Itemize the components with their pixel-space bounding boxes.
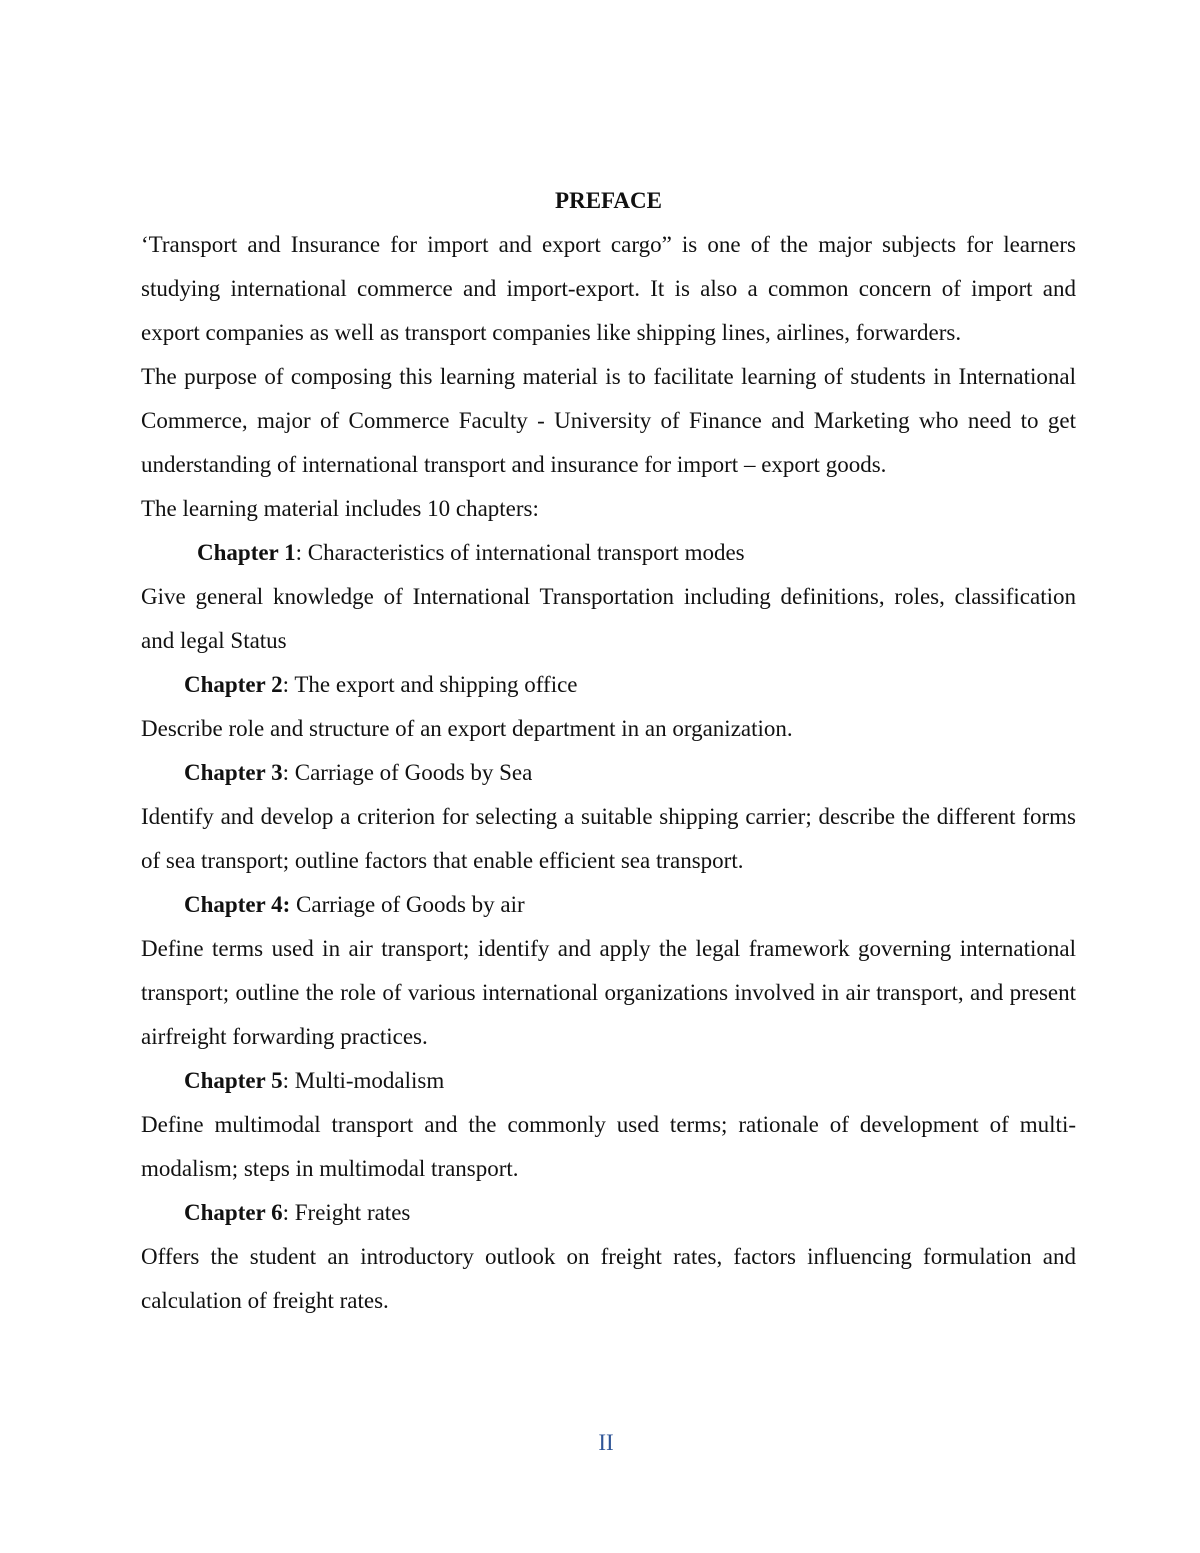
- chapter-label: Chapter 4:: [184, 892, 291, 917]
- chapter-heading-6: [141, 1191, 1076, 1235]
- chapter-label: Chapter 2: [184, 672, 283, 697]
- page-title: PREFACE: [555, 188, 662, 213]
- chapter-heading-3: [141, 751, 1076, 795]
- chapter-description-5: Define multimodal transport and the commonly used terms; rationale of development of multi-modalism; steps in multimodal transport.: [141, 1112, 1076, 1181]
- chapter-heading-4: [141, 883, 1076, 927]
- chapter-separator: :: [282, 1200, 295, 1225]
- chapter-separator: :: [282, 760, 295, 785]
- chapter-description-2: Describe role and structure of an export department in an organization.: [141, 716, 793, 741]
- chapter-label: Chapter 6: [184, 1200, 283, 1225]
- chapter-description-1: Give general knowledge of International Transportation including definitions, roles, classification and legal Status: [141, 584, 1076, 653]
- chapter-heading-1: [141, 531, 1076, 575]
- chapter-description-4: Define terms used in air transport; identify and apply the legal framework governing international transport; outline the role of various international organizations involved in air transport, and present airfreight forwarding practices.: [141, 936, 1076, 1049]
- chapter-title: Multi-modalism: [294, 1068, 445, 1093]
- chapter-heading-5: [141, 1059, 1076, 1103]
- chapters-intro: The learning material includes 10 chapters:: [141, 496, 539, 521]
- chapter-heading-2: [141, 663, 1076, 707]
- page-content: [141, 179, 1076, 1323]
- intro-paragraph: ‘Transport and Insurance for import and export cargo” is one of the major subjects for learners studying international commerce and import-export. It is also a common concern of import and export companies as well as transport companies like shipping lines, airlines, forwarders.: [141, 232, 1076, 345]
- chapter-separator: :: [282, 672, 295, 697]
- chapter-separator: :: [282, 1068, 295, 1093]
- chapter-separator: :: [295, 540, 308, 565]
- chapter-label: Chapter 5: [184, 1068, 283, 1093]
- chapter-title: The export and shipping office: [294, 672, 578, 697]
- chapter-description-6: Offers the student an introductory outlook on freight rates, factors influencing formulation and calculation of freight rates.: [141, 1244, 1076, 1313]
- chapter-title: Carriage of Goods by Sea: [294, 760, 533, 785]
- chapter-title: Characteristics of international transport modes: [307, 540, 745, 565]
- chapter-label: Chapter 3: [184, 760, 283, 785]
- chapter-label: Chapter 1: [197, 540, 296, 565]
- chapter-description-3: Identify and develop a criterion for selecting a suitable shipping carrier; describe the different forms of sea transport; outline factors that enable efficient sea transport.: [141, 804, 1076, 873]
- page-number: II: [598, 1430, 614, 1455]
- chapter-title: Freight rates: [294, 1200, 411, 1225]
- chapter-title: Carriage of Goods by air: [296, 892, 525, 917]
- purpose-paragraph: The purpose of composing this learning material is to facilitate learning of students in International Commerce, major of Commerce Faculty - University of Finance and Marketing who need to get understanding of international transport and insurance for import – export goods.: [141, 364, 1076, 477]
